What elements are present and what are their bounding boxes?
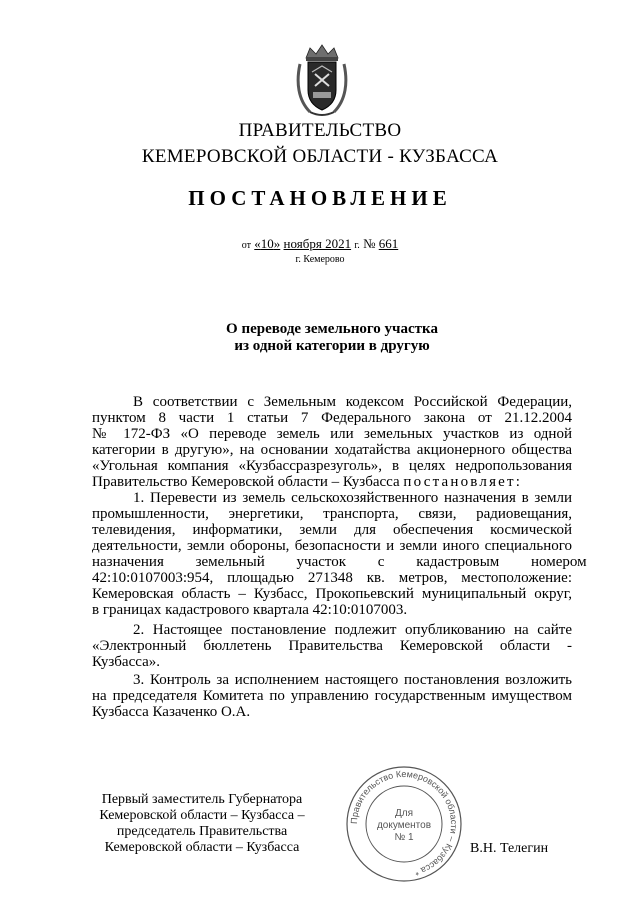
number-sign: №	[363, 236, 376, 251]
org-name-line-1: ПРАВИТЕЛЬСТВО	[238, 120, 402, 141]
body-line: категории в другую», на основании ходатайства акционерного общества	[92, 442, 572, 458]
date-quote-open: «	[254, 236, 261, 251]
official-stamp	[344, 764, 464, 884]
body-line: Кузбасса Казаченко О.А.	[92, 704, 251, 720]
body-line: деятельности, земли обороны, безопасности и земли иного специального	[92, 538, 572, 554]
body-line: телевидения, информатики, земли для обеспечения космической	[92, 522, 572, 538]
body-line: № 172-ФЗ «О переводе земель или земельных участков из одной	[92, 426, 572, 442]
body-line: в границах кадастрового квартала 42:10:0107003.	[92, 602, 408, 618]
stamp-ring-text: Правительство Кемеровской области – Кузбасса *	[348, 768, 460, 878]
signatory-title-line-4: Кемеровской области – Кузбасса	[104, 840, 300, 855]
date-month-year: ноября 2021	[283, 236, 352, 251]
document-number: 661	[378, 236, 399, 251]
org-name-line-2: КЕМЕРОВСКОЙ ОБЛАСТИ - КУЗБАССА	[141, 146, 499, 167]
body-line: 2. Настоящее постановление подлежит опубликованию на сайте	[133, 622, 572, 638]
date-day: 10	[260, 236, 274, 251]
date-year-suffix: г.	[354, 240, 360, 251]
date-prefix: от	[241, 240, 252, 251]
stamp-center-line-2: документов	[376, 820, 432, 831]
resolves-lead: Правительство Кемеровской области – Кузбасса	[92, 474, 400, 490]
body-line: пунктом 8 части 1 статьи 7 Федерального закона от 21.12.2004	[92, 410, 572, 426]
signatory-name: В.Н. Телегин	[470, 841, 549, 856]
body-line: промышленности, энергетики, транспорта, связи, радиовещания,	[92, 506, 572, 522]
body-line: 42:10:0107003:954, площадью 271348 кв. метров, местоположение:	[92, 570, 572, 586]
city-label: г. Кемерово	[295, 254, 345, 265]
body-line: назначения земельный участок с кадастровым номером	[92, 554, 587, 570]
body-line: «Угольная компания «Кузбассразрезуголь», в целях недропользования	[92, 458, 572, 474]
signatory-title-line-3: председатель Правительства	[116, 824, 288, 839]
stamp-center-line-1: Для	[394, 808, 414, 819]
document-type-heading: ПОСТАНОВЛЕНИЕ	[188, 186, 452, 210]
coat-of-arms-emblem	[296, 42, 348, 118]
body-line: 3. Контроль за исполнением настоящего постановления возложить	[133, 672, 572, 688]
signatory-title-line-2: Кемеровской области – Кузбасса –	[99, 808, 305, 823]
title-line-1: О переводе земельного участка	[226, 321, 438, 337]
resolves-line	[92, 474, 572, 490]
date-number-line	[0, 236, 640, 252]
body-line: Кузбасса».	[92, 654, 160, 670]
resolves-keyword: постановляет:	[403, 474, 523, 490]
body-line: Кемеровская область – Кузбасс, Прокопьевский муниципальный округ,	[92, 586, 572, 602]
signatory-title-line-1: Первый заместитель Губернатора	[101, 792, 303, 807]
date-quote-close: »	[273, 236, 281, 251]
body-line: на председателя Комитета по управлению государственным имуществом	[92, 688, 572, 704]
title-line-2: из одной категории в другую	[234, 338, 430, 354]
stamp-center-line-3: № 1	[394, 832, 414, 843]
body-line: В соответствии с Земельным кодексом Российской Федерации,	[133, 394, 572, 410]
body-line: «Электронный бюллетень Правительства Кемеровской области -	[92, 638, 572, 654]
body-line: 1. Перевести из земель сельскохозяйственного назначения в земли	[133, 490, 572, 506]
